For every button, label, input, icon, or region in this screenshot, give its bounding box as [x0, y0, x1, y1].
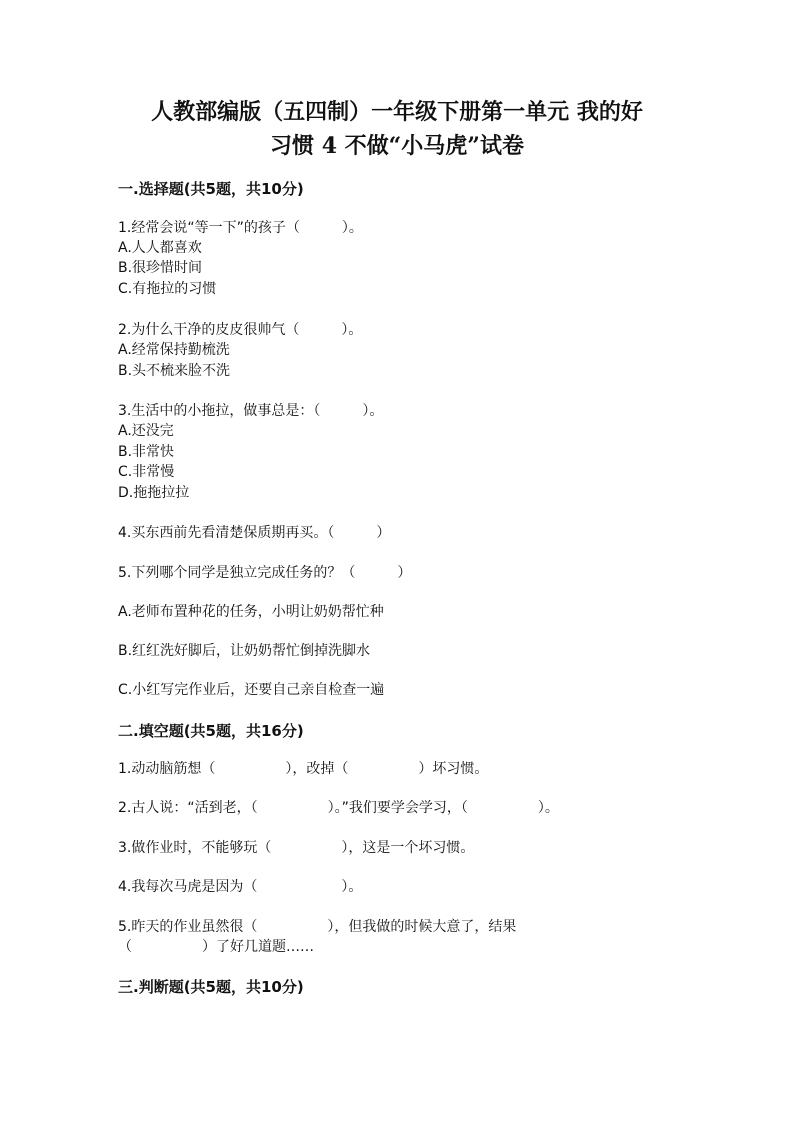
question-5-option-b: B.红红洗好脚后，让奶奶帮忙倒掉洗脚水 [118, 643, 371, 659]
question-1-option-a: A.人人都喜欢 [118, 240, 202, 256]
fill-question-2: 2.古人说：“活到老，（ ）。”我们要学会学习，（ ）。 [118, 800, 559, 816]
fill-question-1: 1.动动脑筋想（ ），改掉（ ）坏习惯。 [118, 761, 489, 777]
question-3-option-b: B.非常快 [118, 444, 175, 460]
question-1-option-b: B.很珍惜时间 [118, 260, 203, 276]
question-3-option-c: C.非常慢 [118, 464, 175, 480]
fill-question-3: 3.做作业时，不能够玩（ ），这是一个坏习惯。 [118, 840, 475, 856]
page-title-line2: 习惯 4 不做“小马虎”试卷 [270, 133, 524, 159]
question-5-stem: 5.下列哪个同学是独立完成任务的？（ ） [118, 565, 412, 581]
question-1-option-c: C.有拖拉的习惯 [118, 281, 217, 297]
question-2-option-a: A.经常保持勤梳洗 [118, 342, 230, 358]
question-3-option-d: D.拖拖拉拉 [118, 485, 190, 501]
fill-question-5-line1: 5.昨天的作业虽然很（ ），但我做的时候大意了，结果 [118, 919, 517, 935]
fill-question-5-line2: （ ）了好几道题…… [118, 939, 314, 955]
question-4-stem: 4.买东西前先看清楚保质期再买。（ ） [118, 525, 391, 541]
question-3-stem: 3.生活中的小拖拉，做事总是：（ ）。 [118, 403, 384, 419]
question-2-option-b: B.头不梳来脸不洗 [118, 363, 231, 379]
question-5-option-a: A.老师布置种花的任务，小明让奶奶帮忙种 [118, 604, 384, 620]
page-title-line1: 人教部编版（五四制）一年级下册第一单元 我的好 [151, 99, 643, 125]
question-5-option-c: C.小红写完作业后，还要自己亲自检查一遍 [118, 682, 385, 698]
question-2-stem: 2.为什么干净的皮皮很帅气（ ）。 [118, 322, 363, 338]
question-3-option-a: A.还没完 [118, 423, 174, 439]
section-multiple-choice: 一.选择题(共5题，共10分) [118, 180, 304, 198]
section-fill-in-blank: 二.填空题(共5题，共16分) [118, 722, 304, 740]
question-1-stem: 1.经常会说“等一下”的孩子（ ）。 [118, 220, 363, 236]
fill-question-4: 4.我每次马虎是因为（ ）。 [118, 879, 363, 895]
section-true-false: 三.判断题(共5题，共10分) [118, 978, 304, 996]
